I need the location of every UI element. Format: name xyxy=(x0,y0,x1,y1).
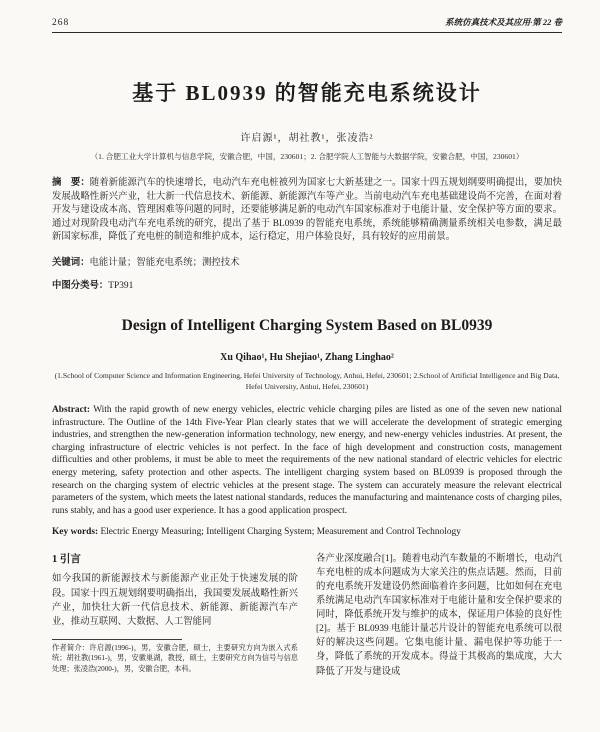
left-column xyxy=(52,552,298,679)
footnote-text: 作者简介：许启源(1996-)，男，安徽合肥，硕士，主要研究方向为嵌入式系统；胡社教(1961-)，男，安徽巢湖，教授，硕士，主要研究方向为信号与信息处理；张凌浩(2000-)，男，安徽合肥，本科。 xyxy=(52,643,298,673)
abstract-text-zh: 随着新能源汽车的快速增长，电动汽车充电桩被列为国家七大新基建之一。国家十四五规划纲要明确提出，要加快发展战略性新兴产业，壮大新一代信息技术、新能源、新能源汽车等产业。当前电动汽车充电基础建设尚不完善，在面对着开发与建设成本高、管理困难等问题的同时，还要能够满足新的电动汽车国家标准对于电能计量、安全保护等方面的要求。通过对现阶段电动汽车充电系统的研究，提出了基于 BL0939 的智能充电系统，系统能够精确测量系统相关电参数，满足最新国家标准，降低了充电桩的制造和维护成本，运行稳定，用户体验良好，具有较好的应用前景。 xyxy=(52,178,562,243)
keywords-label-zh: 关键词： xyxy=(52,258,90,269)
clc-number xyxy=(52,277,562,291)
clc-label: 中图分类号： xyxy=(52,281,109,292)
keywords-zh xyxy=(52,254,562,268)
section-1-heading: 1 引言 xyxy=(52,553,81,565)
header-rule xyxy=(52,32,562,33)
paper-title-en: Design of Intelligent Charging System Based on BL0939 xyxy=(121,317,493,335)
abstract-text-en: With the rapid growth of new energy vehicles, electric vehicle charging piles are listed as one of the seven new national infrastructure. The Outline of the 14th Five-Year Plan clearly states that we will accelerate the development of strategic emerging industries, and strengthen the new-generation information technology, new energy, and new-energy vehicles industries. At present, the charging infrastructure of electric vehicles is not perfect. In the face of high development and construction costs, management difficulties and other problems, it must be able to meet the requirements of the new national standard of electric vehicles for electric energy metering, safety protection and other aspects. The intelligent charging system based on BL0939 is proposed through the research on the charging system of electric vehicles at the present stage. The system can accurately measure the relevant electrical parameters of the system, which meets the latest national standards, reduces the manufacturing and maintenance costs of charging piles, runs stably, and has a good user experience. It has a good application prospect. xyxy=(52,404,562,516)
clc-text: TP391 xyxy=(108,281,134,292)
footnote-rule xyxy=(52,639,182,640)
abstract-label-zh: 摘 要： xyxy=(52,178,90,188)
affiliation-zh: （1. 合肥工业大学计算机与信息学院，安徽合肥，中国，230601；2. 合肥学院人工智能与大数据学院，安徽合肥，中国，230601） xyxy=(90,152,524,161)
section-1-right-text: 各产业深度融合[1]。随着电动汽车数量的不断增长，电动汽车充电桩的成本问题成为大家关注的焦点话题。然而，目前的充电系统开发建设仍然面临着许多问题，比如如何在充电系统满足电动汽车国家标准对于电能计量和安全保护要求的同时，降低系统开发与维护的成本，保证用户体验的良好性[2]。基于 BL0939 电能计量芯片设计的智能充电系统可以很好的解决这些问题。它集电能计量、漏电保护等功能于一身，降低了系统的开发成本。得益于其极高的集成度，大大降低了开发与建设成 xyxy=(316,553,562,677)
body-two-columns xyxy=(52,552,562,679)
keywords-text-zh: 电能计量；智能充电系统；测控技术 xyxy=(89,258,240,269)
paper-title-zh: 基于 BL0939 的智能充电系统设计 xyxy=(132,81,482,105)
authors-en: Xu Qihao¹, Hu Shejiao¹, Zhang Linghao² xyxy=(220,352,394,364)
affiliation-en: (1.School of Computer Science and Information Engineering, Hefei University of Technology, Anhui, Hefei, 230601; 2.School of Artificial Intelligence and Big Data, Hefei University, Anhui, Hefei, 230601) xyxy=(54,371,560,391)
keywords-text-en: Electric Energy Measuring; Intelligent Charging System; Measurement and Control Technology xyxy=(100,526,461,537)
abstract-en xyxy=(52,404,562,517)
abstract-label-en: Abstract: xyxy=(52,404,91,415)
running-head xyxy=(52,16,562,28)
page-number: 268 xyxy=(52,18,70,28)
keywords-label-en: Key words: xyxy=(52,526,99,537)
keywords-en xyxy=(52,527,562,537)
journal-title: 系统仿真技术及其应用·第 22 卷 xyxy=(445,17,562,27)
section-1-left-text: 如今我国的新能源技术与新能源产业正处于快速发展的阶段。国家十四五规划纲要明确指出，我国要发展战略性新兴产业，加快壮大新一代信息技术、新能源、新能源汽车产业，推动互联网、大数据、人工智能同 xyxy=(52,574,298,627)
authors-zh: 许启源¹，胡社教¹，张凌浩² xyxy=(240,133,374,144)
author-bio-footnote xyxy=(52,639,298,674)
right-column xyxy=(316,552,562,679)
abstract-zh xyxy=(52,177,562,245)
